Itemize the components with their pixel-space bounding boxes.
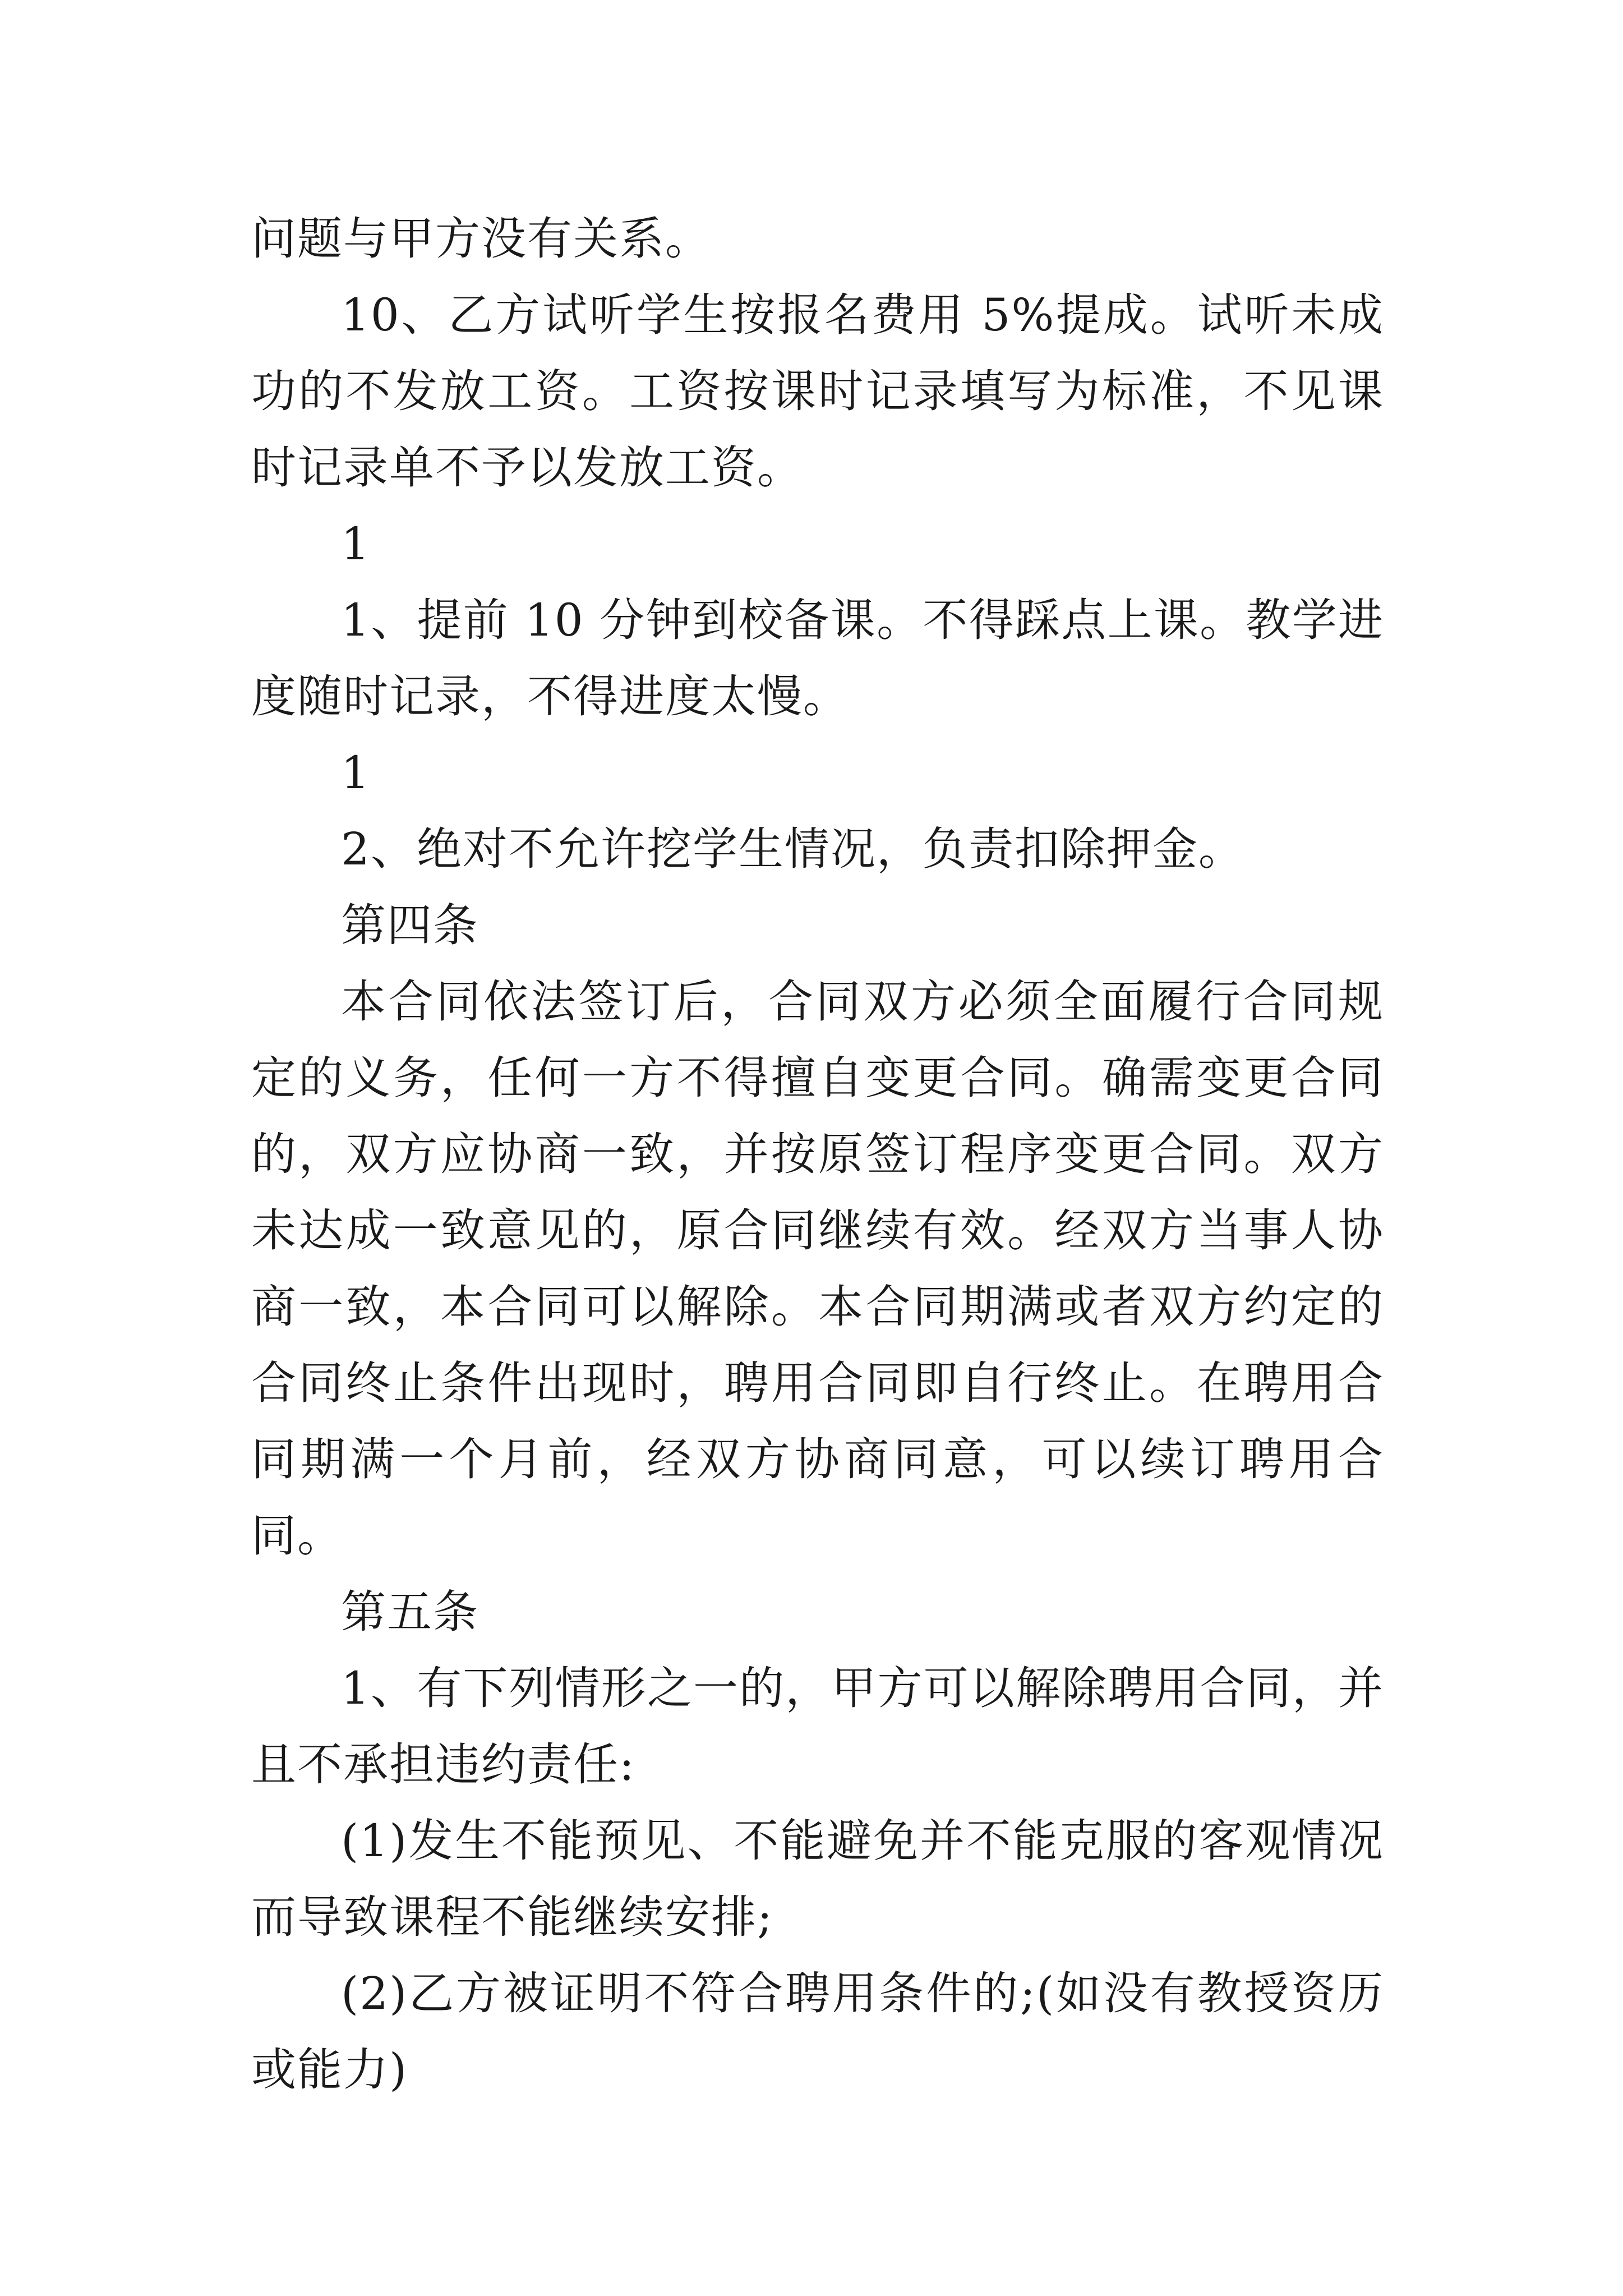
document-body (251, 201, 1384, 2108)
paragraph-clause-11: 1、提前 10 分钟到校备课。不得踩点上课。教学进度随时记录，不得进度太慢。 (251, 594, 1384, 723)
paragraph-sub-item-1: (1)发生不能预见、不能避免并不能克服的客观情况而导致课程不能继续安排; (251, 1815, 1384, 1943)
paragraph-continuation: 问题与甲方没有关系。 (251, 213, 711, 265)
paragraph-sub-item-2: (2)乙方被证明不符合聘用条件的;(如没有教授资历或能力) (251, 1967, 1384, 2096)
paragraph-article-5-item-1: 1、有下列情形之一的，甲方可以解除聘用合同，并且不承担违约责任: (251, 1662, 1384, 1791)
paragraph-clause-12: 2、绝对不允许挖学生情况，负责扣除押金。 (341, 823, 1244, 875)
article-heading-5: 第五条 (341, 1586, 479, 1638)
paragraph-number: 1 (341, 747, 371, 799)
paragraph-clause-10: 10、乙方试听学生按报名费用 5%提成。试听未成功的不发放工资。工资按课时记录填写为标准，不见课时记录单不予以发放工资。 (251, 289, 1384, 494)
article-heading-4: 第四条 (341, 899, 479, 951)
paragraph-article-4-body: 本合同依法签订后，合同双方必须全面履行合同规定的义务，任何一方不得擅自变更合同。确需变更合同的，双方应协商一致，并按原签订程序变更合同。双方未达成一致意见的，原合同继续有效。经双方当事人协商一致，本合同可以解除。本合同期满或者双方约定的合同终止条件出现时，聘用合同即自行终止。在聘用合同期满一个月前，经双方协商同意，可以续订聘用合同。 (251, 976, 1384, 1562)
paragraph-number: 1 (341, 518, 371, 570)
